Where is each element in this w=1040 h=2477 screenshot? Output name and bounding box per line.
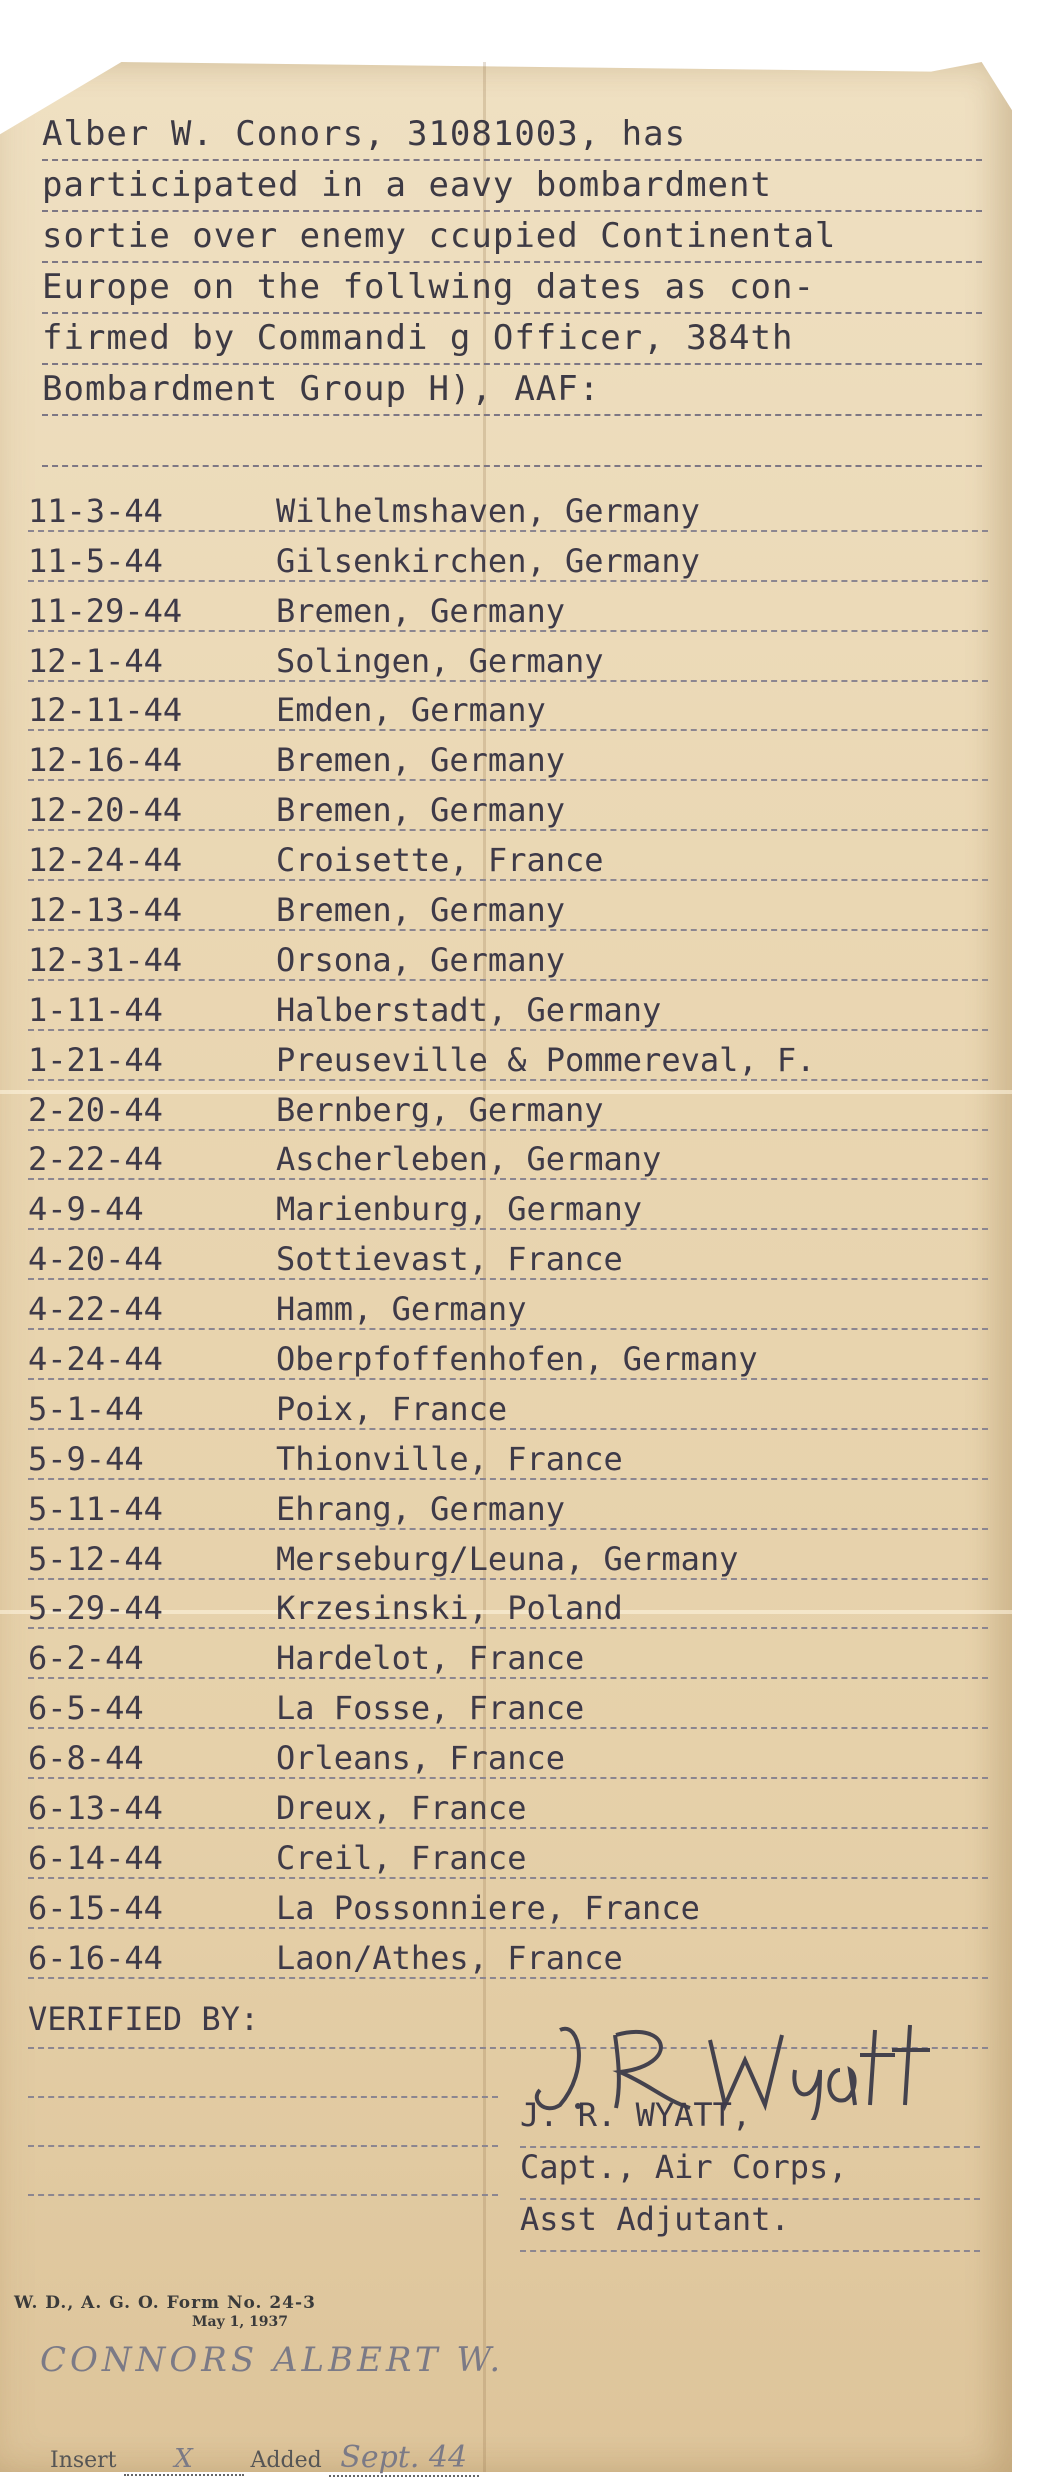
mission-target: Halberstadt, Germany: [276, 990, 662, 1029]
mission-date: 6-8-44: [28, 1739, 144, 1778]
verified-by-label: VERIFIED BY:: [28, 2000, 988, 2049]
mission-target: Sottievast, France: [276, 1240, 623, 1279]
mission-target: Orleans, France: [276, 1739, 565, 1778]
mission-row: [28, 1031, 988, 1081]
mission-date: 6-2-44: [28, 1639, 144, 1678]
mission-row: [28, 1729, 988, 1779]
mission-date: 5-11-44: [28, 1489, 163, 1528]
mission-target: Poix, France: [276, 1389, 508, 1428]
mission-date: 5-9-44: [28, 1439, 144, 1478]
signatory-name: J. R. WYATT,: [520, 2096, 980, 2148]
blank-line: [28, 2098, 498, 2147]
mission-row: [28, 1580, 988, 1630]
mission-row: [28, 881, 988, 931]
mission-date: 12-11-44: [28, 691, 183, 730]
mission-row: [28, 682, 988, 732]
certificate-header: [42, 110, 982, 467]
mission-date: 11-3-44: [28, 491, 163, 530]
mission-date: 4-20-44: [28, 1240, 163, 1279]
mission-row: [28, 1679, 988, 1729]
mission-target: Oberpfoffenhofen, Germany: [276, 1340, 758, 1379]
mission-target: Laon/Athes, France: [276, 1938, 623, 1977]
mission-date: 12-1-44: [28, 641, 163, 680]
mission-date: 5-29-44: [28, 1589, 163, 1628]
mission-date: 11-5-44: [28, 541, 163, 580]
insert-added-line: [50, 2440, 479, 2477]
header-line: sortie over enemy ccupied Continental: [42, 212, 982, 263]
mission-row: [28, 1530, 988, 1580]
mission-row: [28, 1480, 988, 1530]
added-label: Added: [250, 2448, 322, 2473]
header-line: participated in a eavy bombardment: [42, 161, 982, 212]
mission-target: Merseburg/Leuna, Germany: [276, 1539, 739, 1578]
mission-row: [28, 1280, 988, 1330]
insert-label: Insert: [50, 2448, 117, 2473]
mission-date: 5-1-44: [28, 1389, 144, 1428]
mission-date: 12-13-44: [28, 891, 183, 930]
handwritten-name: CONNORS ALBERT W.: [40, 2340, 505, 2380]
header-line: Alber W. Conors, 31081003, has: [42, 110, 982, 161]
blank-line: [28, 2049, 498, 2098]
insert-value: X: [124, 2444, 244, 2476]
mission-row: [28, 931, 988, 981]
mission-row: [28, 981, 988, 1031]
header-line: Europe on the follwing dates as con-: [42, 263, 982, 314]
mission-list: [28, 482, 988, 1979]
mission-row: [28, 1430, 988, 1480]
mission-target: Orsona, Germany: [276, 940, 565, 979]
mission-target: Bremen, Germany: [276, 591, 565, 630]
mission-target: Hamm, Germany: [276, 1290, 527, 1329]
mission-target: Gilsenkirchen, Germany: [276, 541, 700, 580]
mission-target: Bernberg, Germany: [276, 1090, 604, 1129]
mission-row: [28, 582, 988, 632]
mission-date: 1-21-44: [28, 1040, 163, 1079]
mission-date: 12-24-44: [28, 841, 183, 880]
mission-target: Ehrang, Germany: [276, 1489, 565, 1528]
mission-target: Thionville, France: [276, 1439, 623, 1478]
header-line: firmed by Commandi g Officer, 384th: [42, 314, 982, 365]
mission-row: [28, 1779, 988, 1829]
mission-target: Bremen, Germany: [276, 741, 565, 780]
mission-date: 6-15-44: [28, 1888, 163, 1927]
mission-row: [28, 1629, 988, 1679]
mission-row: [28, 1879, 988, 1929]
mission-date: 6-5-44: [28, 1689, 144, 1728]
header-line: Bombardment Group H), AAF:: [42, 365, 982, 416]
mission-target: Dreux, France: [276, 1789, 527, 1828]
form-number: W. D., A. G. O. Form No. 24-3: [14, 2293, 316, 2313]
mission-date: 4-9-44: [28, 1190, 144, 1229]
mission-target: La Fosse, France: [276, 1689, 585, 1728]
mission-row: [28, 1380, 988, 1430]
mission-row: [28, 1131, 988, 1181]
mission-target: Marienburg, Germany: [276, 1190, 643, 1229]
mission-row: [28, 1829, 988, 1879]
mission-date: 4-24-44: [28, 1340, 163, 1379]
mission-row: [28, 781, 988, 831]
mission-date: 12-20-44: [28, 791, 183, 830]
mission-date: 1-11-44: [28, 990, 163, 1029]
mission-row: [28, 731, 988, 781]
mission-row: [28, 632, 988, 682]
mission-row: [28, 1230, 988, 1280]
mission-date: 2-20-44: [28, 1090, 163, 1129]
mission-target: Hardelot, France: [276, 1639, 585, 1678]
header-blank-line: [42, 416, 982, 467]
mission-date: 4-22-44: [28, 1290, 163, 1329]
mission-target: Bremen, Germany: [276, 791, 565, 830]
mission-row: [28, 1330, 988, 1380]
mission-date: 6-14-44: [28, 1838, 163, 1877]
mission-target: Creil, France: [276, 1838, 527, 1877]
mission-row: [28, 482, 988, 532]
mission-row: [28, 1929, 988, 1979]
mission-target: Bremen, Germany: [276, 891, 565, 930]
mission-date: 12-31-44: [28, 940, 183, 979]
mission-target: Wilhelmshaven, Germany: [276, 491, 700, 530]
mission-target: Krzesinski, Poland: [276, 1589, 623, 1628]
added-value: Sept. 44: [329, 2440, 479, 2477]
form-date: May 1, 1937: [192, 2314, 289, 2330]
signatory-title: Asst Adjutant.: [520, 2200, 980, 2252]
mission-row: [28, 831, 988, 881]
mission-row: [28, 532, 988, 582]
mission-date: 6-13-44: [28, 1789, 163, 1828]
signatory-block: [520, 2096, 980, 2252]
mission-row: [28, 1180, 988, 1230]
mission-target: Solingen, Germany: [276, 641, 604, 680]
mission-date: 6-16-44: [28, 1938, 163, 1977]
mission-target: Croisette, France: [276, 841, 604, 880]
mission-target: La Possonniere, France: [276, 1888, 700, 1927]
signatory-rank: Capt., Air Corps,: [520, 2148, 980, 2200]
mission-target: Emden, Germany: [276, 691, 546, 730]
mission-date: 5-12-44: [28, 1539, 163, 1578]
mission-target: Preuseville & Pommereval, F.: [276, 1040, 816, 1079]
mission-target: Ascherleben, Germany: [276, 1140, 662, 1179]
mission-row: [28, 1081, 988, 1131]
mission-date: 12-16-44: [28, 741, 183, 780]
blank-line: [28, 2147, 498, 2196]
mission-date: 11-29-44: [28, 591, 183, 630]
mission-date: 2-22-44: [28, 1140, 163, 1179]
